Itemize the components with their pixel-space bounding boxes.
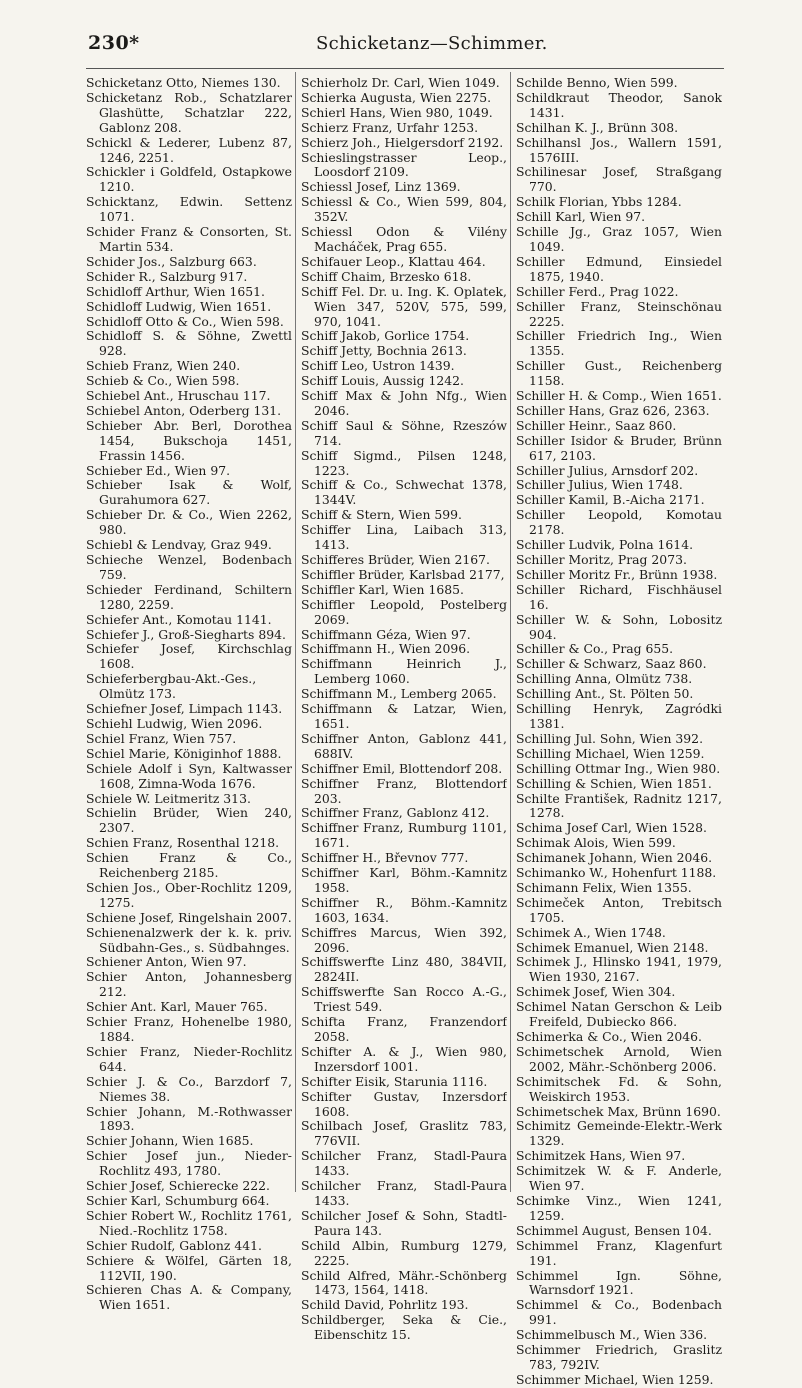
directory-entry: Schienenalzwerk der k. k. priv. Südbahn-Ges., s. Südbahnges. (86, 925, 292, 955)
directory-entry: Schiefer Ant., Komotau 1141. (86, 612, 272, 627)
directory-entry: Schimmel & Co., Bodenbach 991. (516, 1298, 722, 1328)
page-number: 230* (88, 32, 140, 54)
directory-entry: Schiff & Stern, Wien 599. (301, 508, 462, 523)
directory-entry: Schiller Ludvik, Polna 1614. (516, 538, 694, 553)
directory-entry: Schilling Ottmar Ing., Wien 980. (516, 761, 721, 776)
directory-entry: Schild David, Pohrlitz 193. (301, 1298, 469, 1313)
directory-entry: Schimmel Ign. Söhne, Warnsdorf 1921. (516, 1268, 722, 1298)
directory-entry: Schiffswerfte Linz 480, 384VII, 2824II. (301, 955, 507, 985)
directory-entry: Schiffler Karl, Wien 1685. (301, 582, 464, 597)
directory-entry: Schiessl & Co., Wien 599, 804, 352V. (301, 195, 507, 225)
directory-entry: Schielin Brüder, Wien 240, 2307. (86, 806, 292, 836)
directory-entry: Schiele Adolf i Syn, Kaltwasser 1608, Zimna-Woda 1676. (86, 761, 292, 791)
directory-entry: Schier Rudolf, Gablonz 441. (86, 1238, 262, 1253)
directory-entry: Schiere & Wölfel, Gärten 18, 112VII, 190. (86, 1253, 292, 1283)
directory-entry: Schiener Anton, Wien 97. (86, 955, 247, 970)
directory-entry: Schilk Florian, Ybbs 1284. (516, 195, 682, 210)
directory-entry: Schieren Chas A. & Company, Wien 1651. (86, 1283, 292, 1313)
directory-entry: Schiene Josef, Ringelshain 2007. (86, 910, 292, 925)
directory-entry: Schieder Ferdinand, Schiltern 1280, 2259. (86, 582, 292, 612)
directory-entry: Schieber Ed., Wien 97. (86, 463, 231, 478)
directory-entry: Schiffmann M., Lemberg 2065. (301, 687, 497, 702)
directory-entry: Schidloff Ludwig, Wien 1651. (86, 299, 272, 314)
directory-entry: Schiller Isidor & Bruder, Brünn 617, 2103. (516, 433, 722, 463)
directory-entry: Schien Franz, Rosenthal 1218. (86, 836, 280, 851)
directory-entry: Schiffmann & Latzar, Wien, 1651. (301, 702, 507, 731)
directory-column-3 (516, 76, 722, 1388)
directory-entry: Schiller Ferd., Prag 1022. (516, 284, 679, 299)
directory-entry: Schidloff Otto & Co., Wien 598. (86, 314, 284, 329)
directory-entry: Schier Franz, Nieder-Rochlitz 644. (86, 1044, 292, 1074)
directory-entry: Schilling Henryk, Zagródki 1381. (516, 702, 722, 731)
directory-entry: Schilling Anna, Olmütz 738. (516, 672, 693, 687)
page-header (0, 30, 802, 62)
directory-entry: Schiller Edmund, Einsiedel 1875, 1940. (516, 254, 722, 284)
directory-entry: Schickl & Lederer, Lubenz 87, 1246, 2251. (86, 135, 292, 165)
directory-entry: Schiessl Josef, Linz 1369. (301, 180, 461, 195)
directory-entry: Schieche Wenzel, Bodenbach 759. (86, 553, 292, 582)
directory-entry: Schiller Moritz Fr., Brünn 1938. (516, 567, 718, 582)
directory-entry: Schieb & Co., Wien 598. (86, 374, 240, 389)
directory-entry: Schierka Augusta, Wien 2275. (301, 90, 492, 105)
directory-entry: Schidloff Arthur, Wien 1651. (86, 284, 265, 299)
directory-entry: Schiller Leopold, Komotau 2178. (516, 508, 722, 538)
directory-entry: Schifter Eisik, Starunia 1116. (301, 1074, 488, 1089)
directory-entry: Schille Jg., Graz 1057, Wien 1049. (516, 225, 722, 254)
directory-entry: Schimetschek Arnold, Wien 2002, Mähr.-Schönberg 2006. (516, 1044, 722, 1074)
directory-entry: Schilling Jul. Sohn, Wien 392. (516, 731, 704, 746)
directory-entry: Schifauer Leop., Klattau 464. (301, 254, 486, 269)
directory-entry: Schilcher Franz, Stadl-Paura 1433. (301, 1179, 507, 1208)
directory-entry: Schiffres Marcus, Wien 392, 2096. (301, 925, 507, 955)
directory-entry: Schilling Ant., St. Pölten 50. (516, 687, 694, 702)
directory-entry: Schilinesar Josef, Straßgang 770. (516, 165, 722, 195)
directory-entry: Schider R., Salzburg 917. (86, 269, 248, 284)
directory-entry: Schieber Dr. & Co., Wien 2262, 980. (86, 508, 292, 538)
directory-entry: Schiller Gust., Reichenberg 1158. (516, 359, 722, 389)
directory-entry: Schilde Benno, Wien 599. (516, 76, 678, 90)
directory-entry: Schierz Joh., Hielgersdorf 2192. (301, 135, 504, 150)
directory-entry: Schier Johann, M.-Rothwasser 1893. (86, 1104, 292, 1134)
column-divider (510, 72, 511, 1192)
directory-entry: Schiel Franz, Wien 757. (86, 731, 237, 746)
directory-entry: Schimke Vinz., Wien 1241, 1259. (516, 1193, 722, 1223)
directory-entry: Schiff Jetty, Bochnia 2613. (301, 344, 467, 359)
directory-entry: Schiessl Odon & Vilény Macháček, Prag 655. (301, 225, 507, 254)
directory-entry: Schieferbergbau-Akt.-Ges., Olmütz 173. (86, 672, 257, 702)
directory-entry: Schiffner R., Böhm.-Kamnitz 1603, 1634. (301, 895, 507, 925)
directory-entry: Schiff Sigmd., Pilsen 1248, 1223. (301, 448, 507, 478)
running-title: Schicketanz—Schimmer. (316, 33, 548, 54)
directory-entry: Schimetschek Max, Brünn 1690. (516, 1104, 721, 1119)
directory-entry: Schiel Marie, Königinhof 1888. (86, 746, 282, 761)
directory-entry: Schiller Moritz, Prag 2073. (516, 553, 687, 567)
directory-entry: Schier Josef, Schierecke 222. (86, 1179, 270, 1194)
directory-entry: Schimmel Franz, Klagenfurt 191. (516, 1238, 722, 1268)
directory-entry: Schier Anton, Johannesberg 212. (86, 970, 292, 1000)
directory-entry: Schiff Fel. Dr. u. Ing. K. Oplatek, Wien 347, 520V, 575, 599, 970, 1041. (301, 284, 507, 329)
directory-entry: Schiff Chaim, Brzesko 618. (301, 269, 472, 284)
directory-entry: Schiff Jakob, Gorlice 1754. (301, 329, 470, 344)
directory-entry: Schiffswerfte San Rocco A.-G., Triest 549. (301, 985, 507, 1015)
directory-entry: Schiff Max & John Nfg., Wien 2046. (301, 389, 507, 418)
directory-entry: Schiffner Franz, Blottendorf 203. (301, 776, 507, 806)
directory-entry: Schimmer Michael, Wien 1259. (516, 1372, 714, 1387)
directory-entry: Schiller Julius, Wien 1748. (516, 478, 683, 493)
directory-entry: Schimitzek Hans, Wien 97. (516, 1149, 686, 1164)
directory-entry: Schicketanz Otto, Niemes 130. (86, 76, 281, 90)
directory-entry: Schiller & Schwarz, Saaz 860. (516, 657, 707, 672)
directory-entry: Schiffner Franz, Gablonz 412. (301, 806, 490, 821)
directory-entry: Schima Josef Carl, Wien 1528. (516, 821, 707, 836)
directory-entry: Schiebl & Lendvay, Graz 949. (86, 538, 272, 553)
directory-entry: Schierholz Dr. Carl, Wien 1049. (301, 76, 500, 90)
directory-entry: Schiffner Karl, Böhm.-Kamnitz 1958. (301, 866, 507, 895)
directory-entry: Schidloff S. & Söhne, Zwettl 928. (86, 329, 292, 359)
directory-entry: Schien Jos., Ober-Rochlitz 1209, 1275. (86, 880, 292, 910)
column-divider (295, 72, 296, 1192)
directory-entry: Schieb Franz, Wien 240. (86, 359, 241, 374)
directory-entry: Schilcher Franz, Stadl-Paura 1433. (301, 1149, 507, 1179)
directory-entry: Schieber Abr. Berl, Dorothea 1454, Bukschoja 1451, Frassin 1456. (86, 418, 292, 463)
directory-entry: Schimek Josef, Wien 304. (516, 985, 676, 1000)
directory-entry: Schiller Julius, Arnsdorf 202. (516, 463, 699, 478)
directory-entry: Schier Ant. Karl, Mauer 765. (86, 1000, 268, 1015)
directory-entry: Schierz Franz, Urfahr 1253. (301, 120, 479, 135)
directory-entry: Schildberger, Seka & Cie., Eibenschitz 15. (301, 1313, 507, 1343)
directory-entry: Schill Karl, Wien 97. (516, 210, 646, 225)
directory-column-2 (301, 76, 507, 1343)
directory-entry: Schimek J., Hlinsko 1941, 1979, Wien 1930, 2167. (516, 955, 722, 985)
directory-entry: Schiffler Leopold, Postelberg 2069. (301, 597, 507, 627)
directory-entry: Schiller Hans, Graz 626, 2363. (516, 403, 710, 418)
directory-entry: Schimek Emanuel, Wien 2148. (516, 940, 709, 955)
directory-entry: Schider Franz & Consorten, St. Martin 534. (86, 225, 292, 254)
directory-entry: Schiffler Brüder, Karlsbad 2177, (301, 567, 505, 582)
directory-entry: Schilcher Josef & Sohn, Stadtl-Paura 143. (301, 1208, 507, 1238)
directory-entry: Schiff & Co., Schwechat 1378, 1344V. (301, 478, 507, 508)
directory-entry: Schiff Saul & Söhne, Rzeszów 714. (301, 418, 507, 448)
directory-entry: Schimel Natan Gerschon & Leib Freifeld, Dubiecko 866. (516, 1000, 722, 1030)
header-rule (86, 68, 724, 69)
directory-entry: Schier Robert W., Rochlitz 1761, Nied.-Rochlitz 1758. (86, 1208, 292, 1238)
directory-entry: Schiffmann Géza, Wien 97. (301, 627, 471, 642)
directory-entry: Schiffner Anton, Gablonz 441, 688IV. (301, 731, 507, 761)
directory-entry: Schickler i Goldfeld, Ostapkowe 1210. (86, 165, 292, 195)
directory-entry: Schiller Friedrich Ing., Wien 1355. (516, 329, 722, 359)
directory-entry: Schiller H. & Comp., Wien 1651. (516, 389, 722, 404)
directory-entry: Schiele W. Leitmeritz 313. (86, 791, 251, 806)
directory-entry: Schieslingstrasser Leop., Loosdorf 2109. (301, 150, 507, 180)
directory-entry: Schilbach Josef, Graslitz 783, 776VII. (301, 1119, 507, 1149)
directory-entry: Schimak Alois, Wien 599. (516, 836, 676, 851)
directory-entry: Schien Franz & Co., Reichenberg 2185. (86, 851, 292, 881)
directory-entry: Schiefer J., Groß-Siegharts 894. (86, 627, 286, 642)
directory-entry: Schifferes Brüder, Wien 2167. (301, 553, 490, 567)
directory-column-1 (86, 76, 292, 1313)
directory-entry: Schiehl Ludwig, Wien 2096. (86, 716, 263, 731)
directory-entry: Schimmer Friedrich, Graslitz 783, 792IV. (516, 1343, 722, 1372)
directory-entry: Schiffer Lina, Laibach 313, 1413. (301, 523, 507, 553)
directory-entry: Schimeček Anton, Trebitsch 1705. (516, 895, 722, 925)
directory-entry: Schild Albin, Rumburg 1279, 2225. (301, 1238, 507, 1268)
directory-entry: Schimanko W., Hohenfurt 1188. (516, 866, 717, 881)
directory-entry: Schiffmann H., Wien 2096. (301, 642, 471, 657)
directory-entry: Schiffner Franz, Rumburg 1101, 1671. (301, 821, 507, 851)
directory-entry: Schild Alfred, Mähr.-Schönberg 1473, 1564, 1418. (301, 1268, 507, 1298)
directory-entry: Schimitzek W. & F. Anderle, Wien 97. (516, 1164, 722, 1194)
directory-entry: Schier Johann, Wien 1685. (86, 1134, 254, 1149)
directory-entry: Schiefer Josef, Kirchschlag 1608. (86, 642, 292, 672)
directory-entry: Schiebel Anton, Oderberg 131. (86, 403, 282, 418)
directory-entry: Schier Karl, Schumburg 664. (86, 1193, 270, 1208)
directory-entry: Schicketanz Rob., Schatzlarer Glashütte, Schatzlar 222, Gablonz 208. (86, 90, 292, 135)
directory-entry: Schimerka & Co., Wien 2046. (516, 1030, 702, 1044)
directory-entry: Schiller Kamil, B.-Aicha 2171. (516, 493, 705, 508)
directory-entry: Schimanek Johann, Wien 2046. (516, 851, 713, 866)
directory-entry: Schiller Heinr., Saaz 860. (516, 418, 677, 433)
directory-entry: Schifter Gustav, Inzersdorf 1608. (301, 1089, 507, 1119)
directory-entry: Schimitschek Fd. & Sohn, Weiskirch 1953. (516, 1074, 722, 1104)
directory-entry: Schier Franz, Hohenelbe 1980, 1884. (86, 1015, 292, 1044)
directory-entry: Schimmel August, Bensen 104. (516, 1223, 712, 1238)
directory-entry: Schifta Franz, Franzendorf 2058. (301, 1015, 507, 1044)
directory-entry: Schiffner Emil, Blottendorf 208. (301, 761, 503, 776)
directory-entry: Schilling Michael, Wien 1259. (516, 746, 705, 761)
directory-entry: Schier J. & Co., Barzdorf 7, Niemes 38. (86, 1074, 292, 1104)
directory-entry: Schiller W. & Sohn, Lobositz 904. (516, 612, 722, 642)
directory-entry: Schiffner H., Břevnov 777. (301, 851, 469, 866)
directory-entry: Schifter A. & J., Wien 980, Inzersdorf 1001. (301, 1044, 507, 1074)
directory-entry: Schiller Richard, Fischhäusel 16. (516, 582, 722, 612)
directory-entry: Schimitz Gemeinde-Elektr.-Werk 1329. (516, 1119, 722, 1149)
directory-entry: Schimann Felix, Wien 1355. (516, 880, 692, 895)
directory-entry: Schiff Leo, Ustron 1439. (301, 359, 455, 374)
directory-entry: Schiff Louis, Aussig 1242. (301, 374, 464, 389)
directory-entry: Schider Jos., Salzburg 663. (86, 254, 257, 269)
directory-entry: Schilling & Schien, Wien 1851. (516, 776, 712, 791)
directory-entry: Schicktanz, Edwin. Settenz 1071. (86, 195, 292, 225)
directory-entry: Schiller & Co., Prag 655. (516, 642, 674, 657)
directory-entry: Schilte František, Radnitz 1217, 1278. (516, 791, 722, 821)
directory-entry: Schimmelbusch M., Wien 336. (516, 1328, 708, 1343)
directory-entry: Schier Josef jun., Nieder-Rochlitz 493, 1780. (86, 1149, 292, 1179)
directory-entry: Schieber Isak & Wolf, Gurahumora 627. (86, 478, 292, 508)
directory-entry: Schierl Hans, Wien 980, 1049. (301, 105, 493, 120)
directory-entry: Schildkraut Theodor, Sanok 1431. (516, 90, 722, 120)
directory-entry: Schiebel Ant., Hruschau 117. (86, 389, 271, 404)
directory-entry: Schimek A., Wien 1748. (516, 925, 666, 940)
directory-entry: Schiffmann Heinrich J., Lemberg 1060. (301, 657, 507, 687)
directory-entry: Schiller Franz, Steinschönau 2225. (516, 299, 722, 329)
directory-entry: Schilhan K. J., Brünn 308. (516, 120, 679, 135)
directory-entry: Schiefner Josef, Limpach 1143. (86, 702, 283, 717)
directory-entry: Schilhansl Jos., Wallern 1591, 1576III. (516, 135, 722, 165)
